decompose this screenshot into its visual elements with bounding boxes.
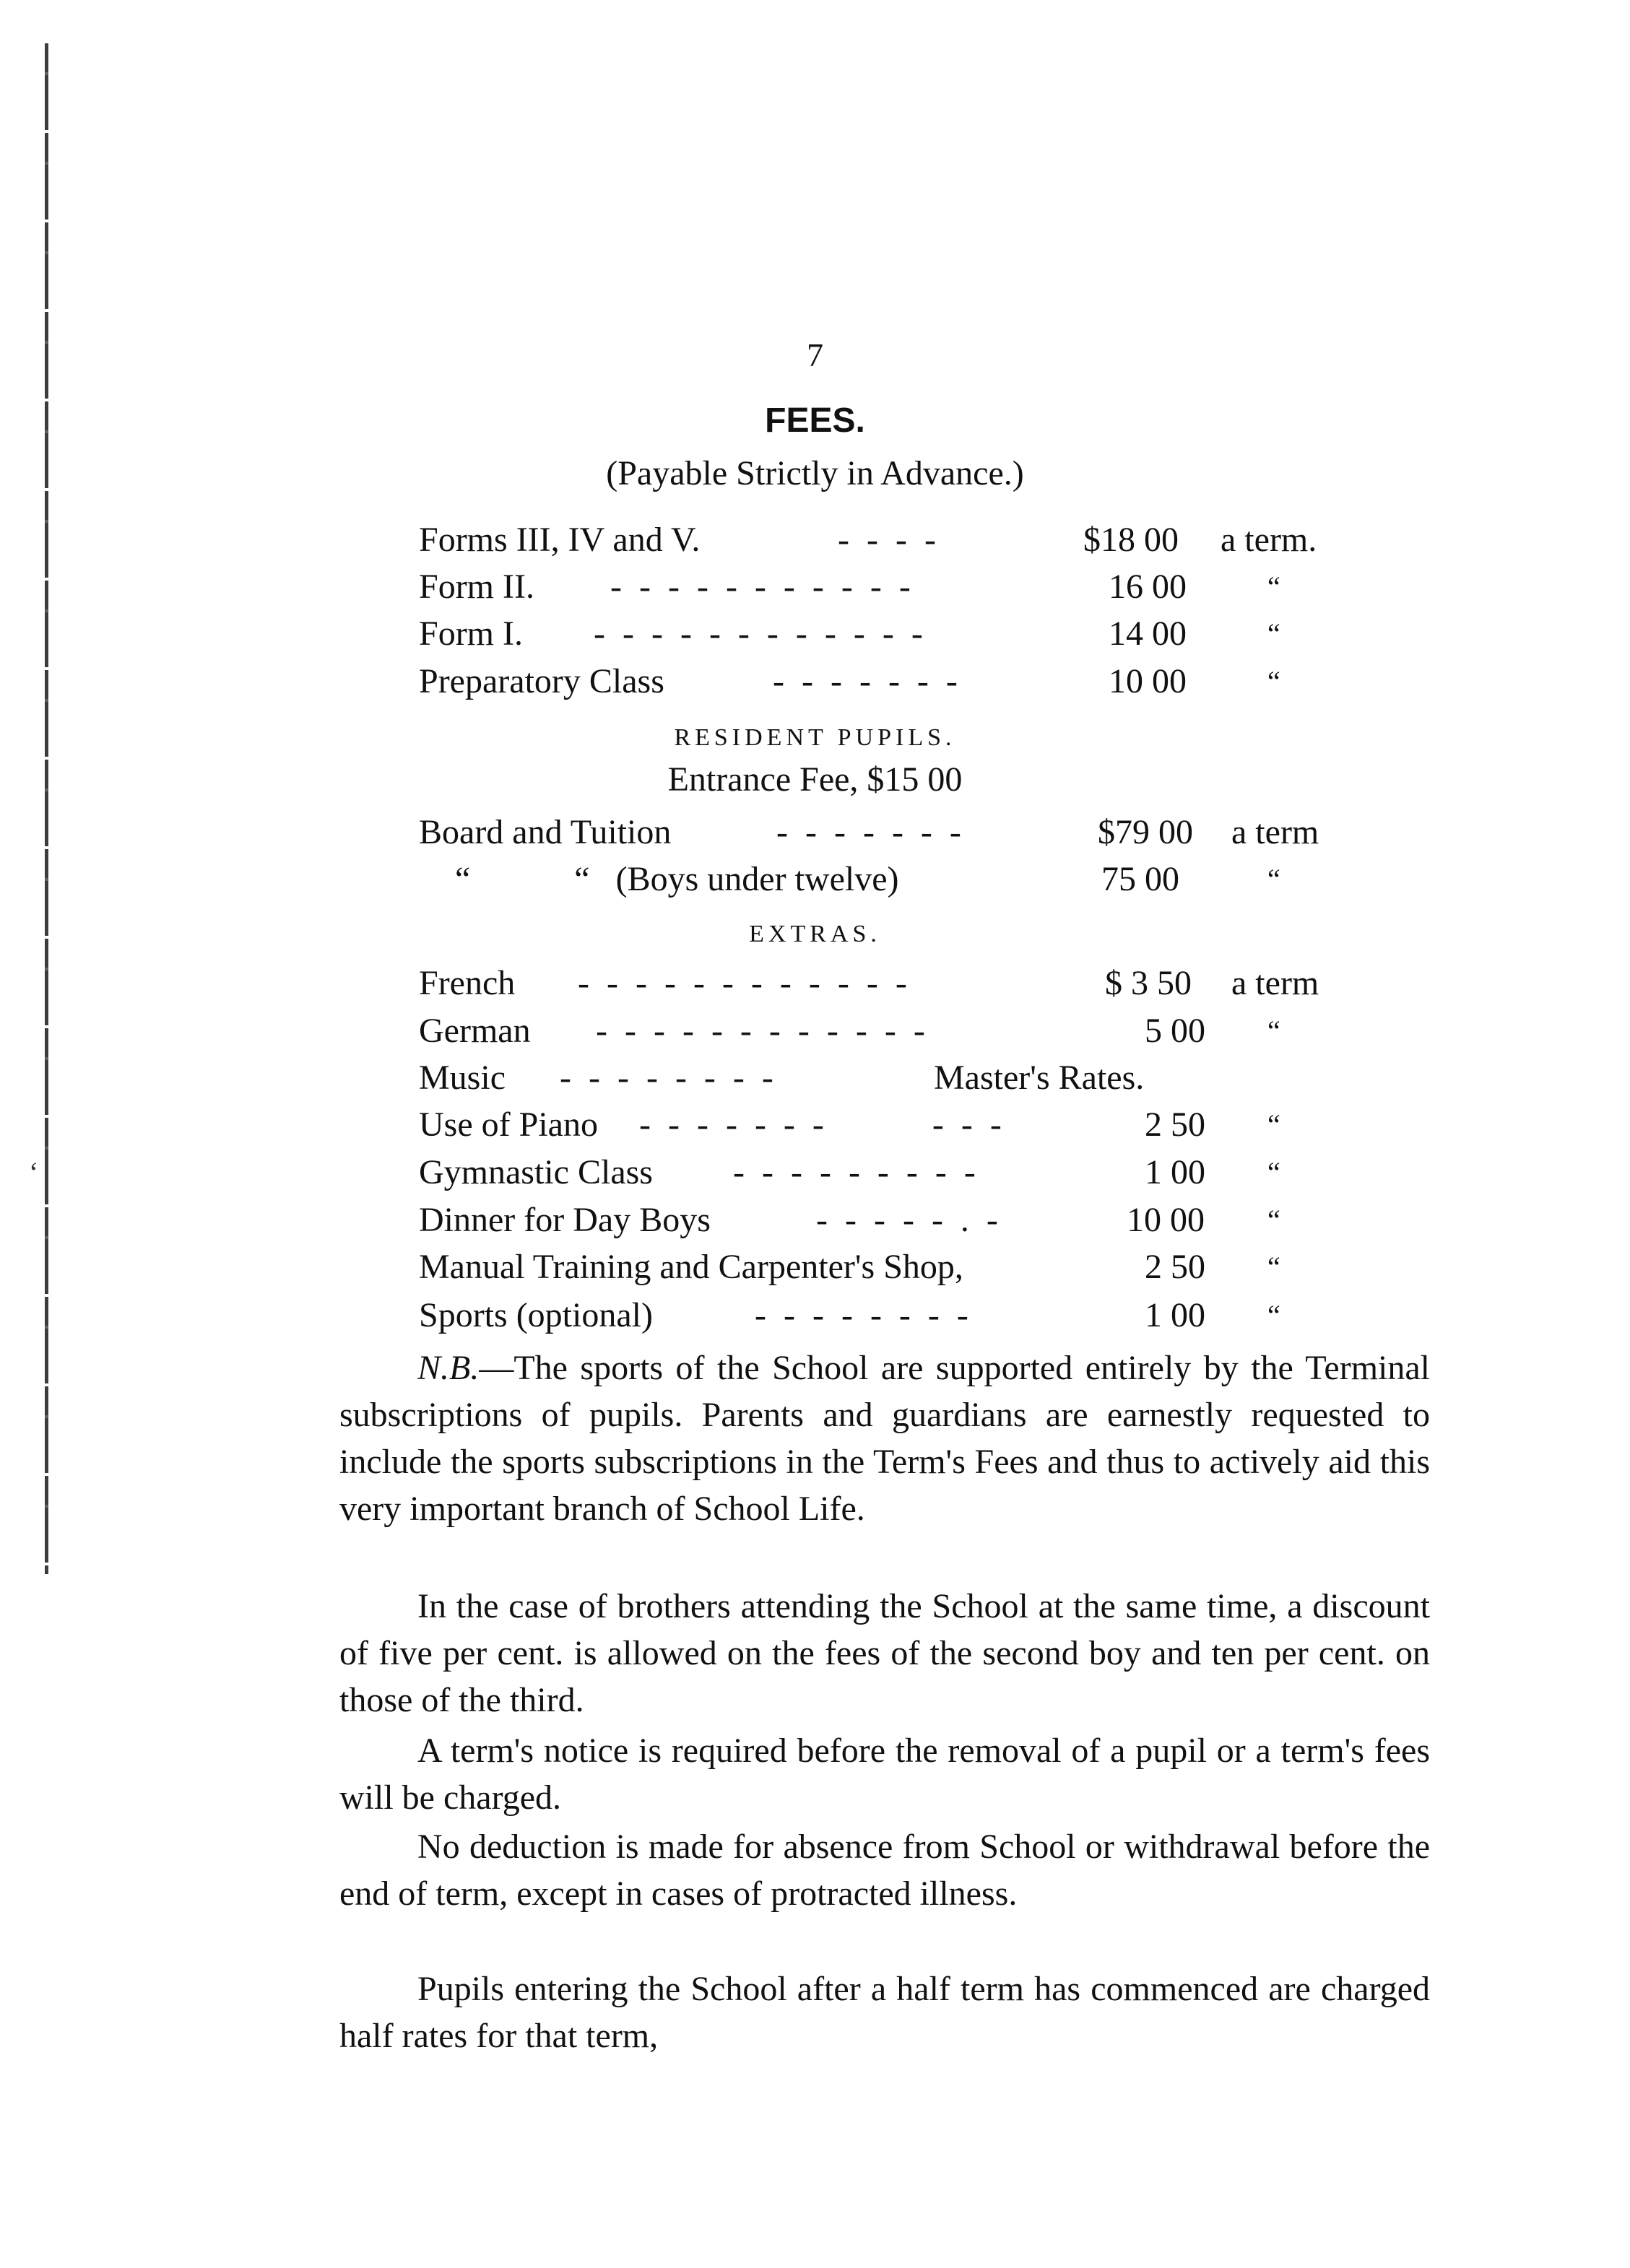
- edge-mark: ʻ: [29, 1156, 39, 1189]
- extra-row-term: “: [1267, 1204, 1280, 1236]
- fee-row-term: a term: [1231, 813, 1319, 851]
- fee-row-leader: - - - -: [838, 521, 940, 559]
- paragraph-text: In the case of brothers attending the School at the same time, a discount of five per cent. is allowed on the fees of the second boy and ten per cent. on those of the third.: [339, 1587, 1430, 1719]
- fee-row-leader: - - - - - - - - - - - -: [594, 614, 927, 653]
- entrance-fee: Entrance Fee, $15 00: [667, 760, 963, 799]
- paragraph-text: Pupils entering the School after a half term has commenced are charged half rates for that term,: [339, 1970, 1430, 2055]
- extra-row-amount: 2 50: [1145, 1248, 1205, 1286]
- fee-row-term: “: [1267, 617, 1280, 650]
- extra-row-label: Manual Training and Carpenter's Shop,: [419, 1248, 963, 1286]
- extra-row-label: Music: [419, 1059, 506, 1097]
- paragraph-text: —The sports of the School are supported entirely by the Terminal subscriptions of pupils. Parents and guardians are earnestly requested to include the sports subscriptions in the Term's Fees and thus to actively aid this very important branch of School Life.: [339, 1349, 1430, 1528]
- fee-row-amount: 75 00: [1101, 860, 1179, 898]
- extra-row-label: Gymnastic Class: [419, 1153, 653, 1191]
- extras-heading: EXTRAS.: [749, 921, 881, 947]
- extra-row-leader: - - - - - - - - - - - -: [596, 1012, 929, 1050]
- fee-row-term: “: [1267, 863, 1280, 895]
- fee-row-amount: 14 00: [1109, 614, 1187, 653]
- extra-row-amount: Master's Rates.: [934, 1059, 1145, 1097]
- resident-pupils-heading: RESIDENT PUPILS.: [674, 724, 956, 751]
- fee-row-amount: 10 00: [1109, 662, 1187, 700]
- extra-row-term: a term: [1231, 964, 1319, 1002]
- extra-row-label: Sports (optional): [419, 1296, 653, 1334]
- fees-title: FEES.: [765, 401, 865, 440]
- extra-row-amount: $ 3 50: [1105, 964, 1192, 1002]
- paragraph-text: No deduction is made for absence from School or withdrawal before the end of term, except in cases of protracted illness.: [339, 1828, 1430, 1913]
- half-term-paragraph: [339, 1965, 1430, 2059]
- extra-row-amount: 1 00: [1145, 1153, 1205, 1191]
- fee-row-amount: $79 00: [1098, 813, 1193, 851]
- extra-row-leader: - - - - - . -: [816, 1201, 1002, 1239]
- nb-label: N.B.: [417, 1349, 480, 1387]
- extra-row-label: Dinner for Day Boys: [419, 1201, 711, 1239]
- notice-paragraph: [339, 1727, 1430, 1821]
- extra-row-label: Use of Piano: [419, 1105, 598, 1144]
- extra-row-term: “: [1267, 1251, 1280, 1283]
- fee-row-leader: - - - - - - -: [776, 813, 966, 851]
- deduction-paragraph: [339, 1823, 1430, 1917]
- fee-row-label: Board and Tuition: [419, 813, 672, 851]
- fee-row-term: “: [1267, 665, 1280, 698]
- extra-row-amount: 2 50: [1145, 1105, 1205, 1144]
- fee-row-label: Forms III, IV and V.: [419, 521, 701, 559]
- extra-row-term: “: [1267, 1014, 1280, 1047]
- fee-row-leader: - - - - - - - - - - -: [610, 568, 915, 606]
- discount-paragraph: [339, 1583, 1430, 1724]
- page-number: 7: [807, 336, 823, 373]
- extra-row-leader: - - - - - - - -: [560, 1059, 778, 1097]
- fee-row-label: Form I.: [419, 614, 523, 653]
- fee-row-amount: $18 00: [1083, 521, 1179, 559]
- binding-edge: [45, 43, 48, 1574]
- extra-row-leader: - - - - - - - -: [755, 1296, 973, 1334]
- fee-row-term: a term.: [1221, 521, 1317, 559]
- extra-row-leader: - - - - - - - - - -: [639, 1105, 1006, 1144]
- extra-row-term: “: [1267, 1299, 1280, 1331]
- nb-paragraph: [339, 1344, 1430, 1532]
- fee-row-term: “: [1267, 570, 1280, 603]
- extra-row-term: “: [1267, 1156, 1280, 1189]
- fee-row-amount: 16 00: [1109, 568, 1187, 606]
- extra-row-leader: - - - - - - - - -: [733, 1153, 980, 1191]
- paragraph-text: A term's notice is required before the removal of a pupil or a term's fees will be charged.: [339, 1732, 1430, 1817]
- extra-row-label: French: [419, 964, 516, 1002]
- extra-row-leader: - - - - - - - - - - - -: [578, 964, 911, 1002]
- fee-row-leader: - - - - - - -: [773, 662, 962, 700]
- payment-terms-subtitle: (Payable Strictly in Advance.): [606, 454, 1024, 492]
- extra-row-label: German: [419, 1012, 531, 1050]
- fee-row-label: “ “ (Boys under twelve): [455, 860, 899, 898]
- fee-row-label: Form II.: [419, 568, 534, 606]
- extra-row-amount: 5 00: [1145, 1012, 1205, 1050]
- extra-row-amount: 10 00: [1127, 1201, 1205, 1239]
- extra-row-term: “: [1267, 1108, 1280, 1141]
- extra-row-amount: 1 00: [1145, 1296, 1205, 1334]
- fee-row-label: Preparatory Class: [419, 662, 664, 700]
